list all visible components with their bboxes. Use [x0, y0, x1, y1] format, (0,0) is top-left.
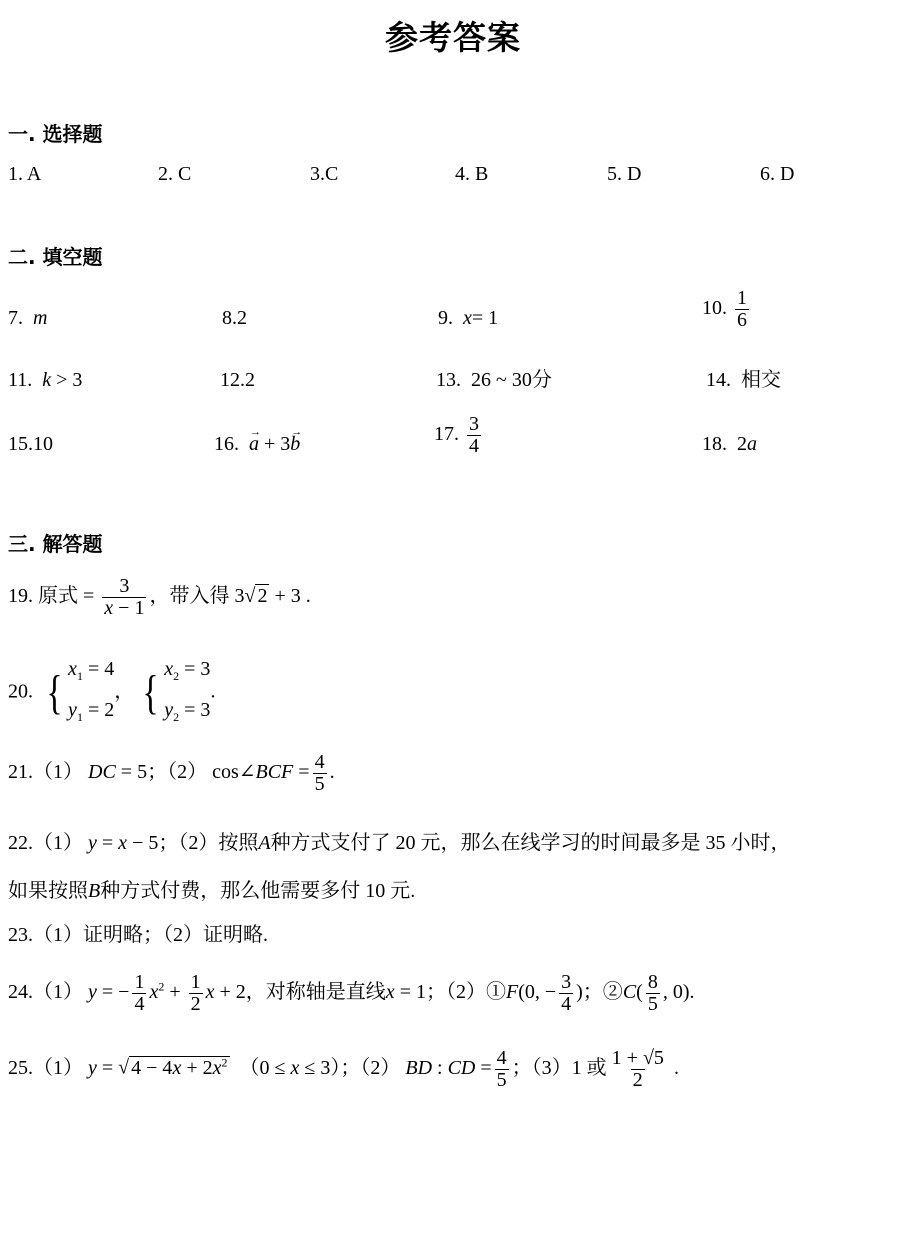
answer-16: 16. → a + 3→ b — [214, 432, 300, 456]
section-heading-solve: 三. 解答题 — [8, 532, 103, 556]
answer-24: 24.（1） y = − $\frac{1}{4}$ $x^2$ + $\frac{1}{2}$ x + 2，对称轴是直线x = 1；（2）①F(0, − $\frac{3}{4}$ )；②C( $\frac{8}{5}$ , 0). — [8, 971, 695, 1015]
fraction: $\frac{1}{6}$ — [737, 287, 747, 331]
sqrt: √ 2 — [244, 585, 268, 608]
answer-1: 1. A — [8, 163, 42, 185]
answer-10: 10. $\frac{1}{6}$ — [702, 287, 747, 331]
sqrt: √ $4 - 4x + 2x^2$ — [118, 1055, 228, 1080]
equation-system-1: { $x_1 = 4$ $y_1 = 2$ — [46, 658, 115, 724]
answer-19: 19. 原式 = $\frac{3}{x - 1}$ ，带入得 3√ 2 + 3 . — [8, 575, 311, 619]
answer-23: 23.（1）证明略；（2）证明略. — [8, 924, 268, 946]
answer-9: 9. x= 1 — [438, 307, 499, 329]
answer-15: 15.10 — [8, 433, 53, 455]
answer-12: 12.2 — [220, 369, 255, 391]
answer-22-line1: 22.（1） y = x − 5；（2）按照A种方式支付了 20 元，那么在线学习的时间最多是 35 小时， — [8, 832, 791, 854]
answer-5: 5. D — [607, 163, 642, 185]
answer-13: 13. 26 ~ 30分 — [436, 369, 552, 391]
page-title: 参考答案 — [385, 18, 521, 57]
answer-2: 2. C — [158, 163, 192, 185]
answer-17: 17. $\frac{3}{4}$ — [434, 413, 479, 457]
section-heading-fill: 二. 填空题 — [8, 245, 103, 269]
answer-22-line2: 如果按照B种方式付费，那么他需要多付 10 元. — [8, 880, 416, 902]
answer-8: 8.2 — [222, 307, 247, 329]
answer-11: 11. k > 3 — [8, 369, 83, 391]
answer-14: 14. 相交 — [706, 369, 781, 391]
answer-3: 3.C — [310, 163, 339, 185]
answer-21: 21.（1） DC = 5；（2） cos∠BCF = $\frac{4}{5}$ . — [8, 751, 335, 795]
fraction: $\frac{3}{4}$ — [469, 413, 479, 457]
equation-system-2: { $x_2 = 3$ $y_2 = 3$ — [142, 658, 211, 724]
answer-25: 25.（1） y = √ $4 - 4x + 2x^2$ （0 ≤ x ≤ 3）；（2） BD : CD = $\frac{4}{5}$ ；（3）1 或 $\frac{1 + √5}{2}$ . — [8, 1047, 679, 1091]
fraction: $\frac{4}{5}$ — [314, 751, 325, 795]
section-heading-choice: 一. 选择题 — [8, 122, 103, 146]
answer-6: 6. D — [760, 163, 795, 185]
answer-18: 18. 2a — [702, 433, 757, 455]
fraction: $\frac{3}{x - 1}$ — [104, 575, 145, 619]
answer-20: 20. { $x_1 = 4$ $y_1 = 2$ ， { $x_2 = 3$ $y_2 = 3$ . — [8, 652, 215, 734]
answer-7: 7. m — [8, 307, 48, 329]
answer-4: 4. B — [455, 163, 489, 185]
